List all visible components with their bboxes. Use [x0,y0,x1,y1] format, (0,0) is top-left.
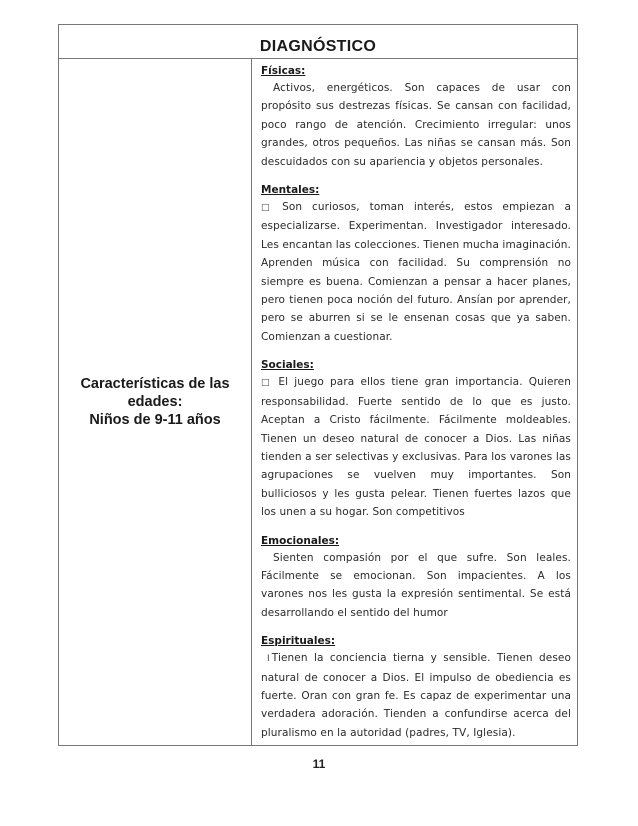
age-group-label-line1: Características de las [80,376,230,392]
table-header-row [59,25,577,59]
section-body: Sienten compasión por el que sufre. Son leales. Fácilmente se emocionan. Son impacientes. A los varones nos les gusta la expresión sentimental. Se está desarrollando el sentido del humor [261,551,571,619]
diagnostic-table [58,24,578,746]
page-number: 11 [312,757,326,771]
bullet-icon: □ [261,378,273,389]
bullet-icon: I [267,654,270,665]
page-title: DIAGNÓSTICO [259,38,377,55]
section-mental [261,183,571,346]
characteristics-cell [252,59,577,745]
section-title: Espirituales: [261,635,336,648]
section-physical [261,64,571,171]
section-body: Activos, energéticos. Son capaces de usar con propósito sus destrezas físicas. Se cansan con facilidad, poco rango de atención. Crecimiento irregular: unos grandes, otros pequeños. Las niñas se cansan más. Son descuidados con su apariencia y objetos personales. [261,82,571,168]
bullet-icon: □ [261,203,277,214]
section-title: Emocionales: [261,534,340,547]
section-body: I Tienen la conciencia tierna y sensible. Tienen deseo natural de conocer a Dios. El impulso de obediencia es fuerte. Oran con gran fe. Es capaz de experimentar una verdadera adoración. Tienden a confundirse acerca del pluralismo en la autoridad (padres, TV, Iglesia). [261,652,571,739]
age-group-label-line2: edades: [127,394,183,410]
section-title: Físicas: [261,65,306,77]
section-body: □ El juego para ellos tiene gran importancia. Quieren responsabilidad. Fuerte sentido de lo que es justo. Aceptan a Cristo fácilmente. Fácilmente moldeables. Tienen un deseo natural de conocer a Dios. Las niñas tienden a ser selectivas y exclusivas. Para los varones las agrupaciones se vuelven muy importantes. Son bulliciosos y les gusta pelear. Tienen fuertes lazos que los unen a su hogar. Son competitivos [261,376,572,519]
section-spiritual [261,634,571,742]
section-body: □ Son curiosos, toman interés, estos empiezan a especializarse. Experimentan. Investigador interesado. Les encantan las colecciones. Tienen mucha imaginación. Aprenden música con facilidad. Su comprensión no siempre es buena. Comienzan a pensar a hacer planes, pero tienen poca noción del futuro. Ansían por aprender, pero se aburren si se le ensenan cosas que ya saben. Comienzan a cuestionar. [261,201,571,343]
age-group-label-line3: Niños de 9-11 años [89,412,221,428]
section-emotional [261,534,571,623]
age-group-cell [59,59,252,745]
section-social [261,358,571,521]
section-title: Mentales: [261,184,320,197]
section-title: Sociales: [261,359,314,372]
